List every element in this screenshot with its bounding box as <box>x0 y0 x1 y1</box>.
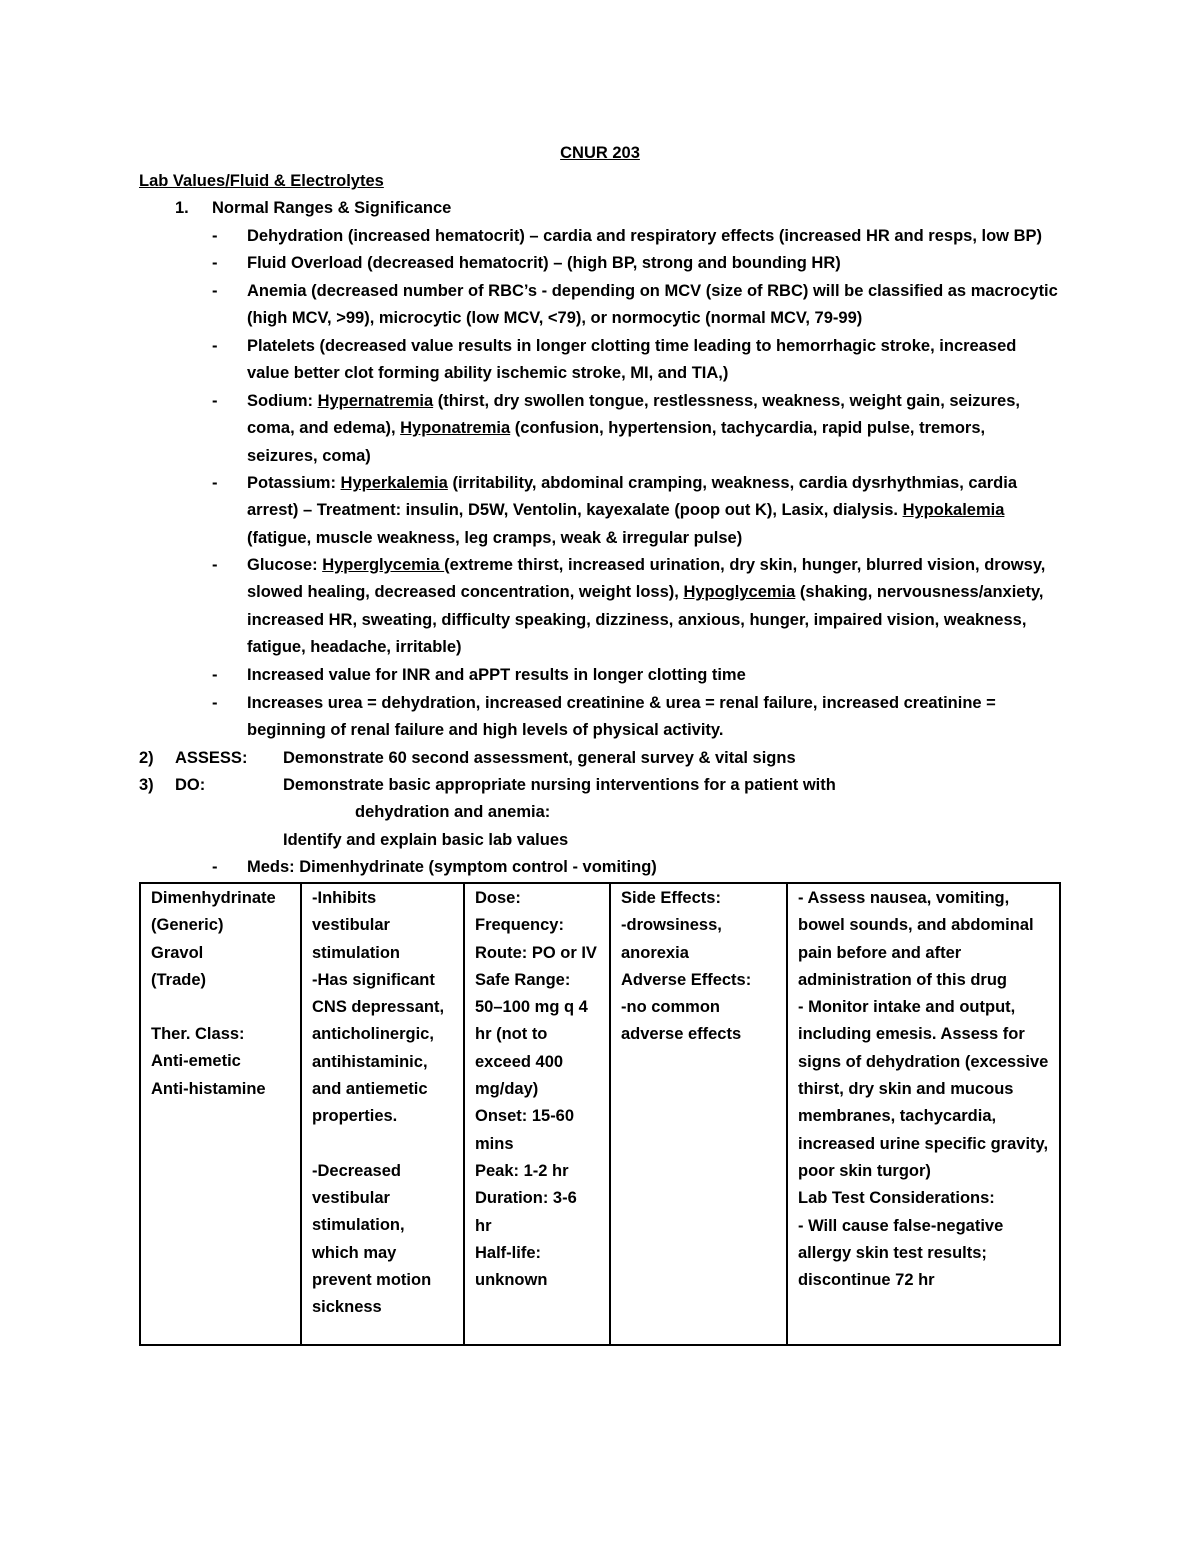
table-cell-line <box>151 994 290 1021</box>
table-cell-line: - Monitor intake and output, <box>798 998 1016 1017</box>
table-cell-line: adverse effects <box>621 1025 742 1044</box>
point3-number: 3) <box>139 776 154 794</box>
table-cell-line: Adverse Effects: <box>621 970 752 989</box>
list-item-potassium <box>247 470 1037 552</box>
table-cell-line: stimulation <box>312 943 401 962</box>
point3-text-continued: dehydration and anemia: <box>355 803 551 821</box>
hyperglycemia-term: Hyperglycemia <box>322 556 445 574</box>
drug-table <box>139 882 1061 1346</box>
table-cell-line: vestibular <box>312 916 390 935</box>
table-cell-line: Safe Range: <box>475 970 571 989</box>
table-cell-line: Side Effects: <box>621 889 721 907</box>
table-cell-line: Dose: <box>475 889 521 907</box>
list-item-platelets: Platelets (decreased value results in longer clotting time leading to hemorrhagic stroke, increased value better clot forming ability ischemic stroke, MI, and TIA,) <box>247 337 1017 383</box>
table-cell-line: anorexia <box>621 943 689 962</box>
meds-line: Meds: Dimenhydrinate (symptom control - vomiting) <box>247 858 657 876</box>
table-cell-line: Half-life: <box>475 1243 541 1262</box>
hyperkalemia-text: (irritability, abdominal cramping, weakness, cardia dysrhythmias, cardia arrest) – Treatment: insulin, D5W, Ventolin, kayexalate (poop out K), Lasix, dialysis. <box>247 474 1018 520</box>
point2-text: Demonstrate 60 second assessment, general survey & vital signs <box>283 749 796 767</box>
table-cell-line: prevent motion <box>312 1270 432 1289</box>
list-item-sodium <box>247 388 1037 470</box>
table-cell-line: vestibular <box>312 1188 390 1207</box>
table-cell-line: Route: PO or IV <box>475 943 597 962</box>
bullet-dash: - <box>212 282 218 300</box>
table-cell-line: -Has significant <box>312 970 435 989</box>
table-cell-line: hr (not to <box>475 1025 548 1044</box>
point2-number: 2) <box>139 749 154 767</box>
table-cell-line: unknown <box>475 1271 548 1290</box>
table-cell-line: signs of dehydration (excessive <box>798 1052 1049 1071</box>
bullet-dash: - <box>212 337 218 355</box>
point2-label: ASSESS: <box>175 749 248 767</box>
table-cell-line: administration of this drug <box>798 970 1007 989</box>
nursing-cell <box>787 883 1060 1345</box>
table-cell-line: - Will cause false-negative <box>798 1216 1004 1235</box>
hyperglycemia-text: (extreme thirst, increased urination, dry skin, hunger, blurred vision, drowsy, slowed healing, decreased concentration, weight loss), <box>247 556 1046 602</box>
point3-text2: Identify and explain basic lab values <box>283 831 569 849</box>
bullet-dash: - <box>212 858 218 876</box>
table-cell-line: Anti-histamine <box>151 1079 266 1098</box>
table-row <box>140 883 1060 1345</box>
point1-title: Normal Ranges & Significance <box>212 199 452 217</box>
section-title: Lab Values/Fluid & Electrolytes <box>139 172 384 190</box>
hypokalemia-text: (fatigue, muscle weakness, leg cramps, weak & irregular pulse) <box>247 528 743 547</box>
bullet-dash: - <box>212 227 218 245</box>
table-cell-line: Frequency: <box>475 916 564 935</box>
dosing-cell <box>464 883 610 1345</box>
table-cell-line: membranes, tachycardia, <box>798 1107 997 1126</box>
table-cell-line: -Inhibits <box>312 889 377 907</box>
table-cell-line: pain before and after <box>798 943 962 962</box>
list-item-dehydration: Dehydration (increased hematocrit) – cardia and respiratory effects (increased HR and resps, low BP) <box>247 227 1042 245</box>
hyperkalemia-term: Hyperkalemia <box>340 474 448 492</box>
drug-name-cell <box>140 883 301 1345</box>
table-cell-line: Peak: 1-2 hr <box>475 1161 569 1180</box>
bullet-dash: - <box>212 694 218 712</box>
table-cell-line: sickness <box>312 1298 382 1317</box>
bullet-dash: - <box>212 392 218 410</box>
table-cell-line: Duration: 3-6 <box>475 1189 577 1208</box>
list-item-fluid-overload: Fluid Overload (decreased hematocrit) – (high BP, strong and bounding HR) <box>247 254 841 272</box>
table-cell-line: which may <box>312 1243 397 1262</box>
hypernatremia-term: Hypernatremia <box>317 392 434 410</box>
point1-number: 1. <box>175 199 189 217</box>
sodium-label: Sodium: <box>247 392 318 410</box>
table-cell-line: -no common <box>621 998 720 1017</box>
table-cell-line <box>312 1131 453 1158</box>
table-cell-line: including emesis. Assess for <box>798 1025 1025 1044</box>
list-item-urea: Increases urea = dehydration, increased creatinine & urea = renal failure, increased creatinine = beginning of renal failure and high levels of physical activity. <box>247 694 996 740</box>
table-cell-line: and antiemetic <box>312 1080 428 1099</box>
table-cell-line: allergy skin test results; <box>798 1243 987 1262</box>
table-cell-line: Anti-emetic <box>151 1052 241 1071</box>
table-cell-line: poor skin turgor) <box>798 1161 931 1180</box>
table-cell-line: CNS depressant, <box>312 998 445 1017</box>
table-cell-line: bowel sounds, and abdominal <box>798 916 1034 935</box>
effects-cell <box>610 883 787 1345</box>
hyponatremia-text: (confusion, hypertension, tachycardia, rapid pulse, tremors, seizures, coma) <box>247 419 986 465</box>
table-cell-line: stimulation, <box>312 1216 405 1235</box>
hypernatremia-text: (thirst, dry swollen tongue, restlessness, weakness, weight gain, seizures, coma, and edema), <box>247 392 1020 438</box>
table-cell-line: (Generic) <box>151 916 224 935</box>
bullet-dash: - <box>212 556 218 574</box>
table-cell-line: -drowsiness, <box>621 916 722 935</box>
table-cell-line: hr <box>475 1216 492 1235</box>
glucose-label: Glucose: <box>247 556 323 574</box>
table-cell-line: Dimenhydrinate <box>151 889 276 907</box>
table-cell-line: Onset: 15-60 <box>475 1107 575 1126</box>
potassium-label: Potassium: <box>247 474 341 492</box>
table-cell-line: thirst, dry skin and mucous <box>798 1080 1014 1099</box>
table-cell-line: (Trade) <box>151 970 207 989</box>
table-cell-line: Gravol <box>151 943 204 962</box>
table-cell-line: discontinue 72 hr <box>798 1271 935 1290</box>
table-cell-line: -Decreased <box>312 1161 401 1180</box>
bullet-dash: - <box>212 666 218 684</box>
list-item-inr: Increased value for INR and aPPT results in longer clotting time <box>247 666 746 684</box>
hypoglycemia-term: Hypoglycemia <box>683 583 796 602</box>
table-cell-line: - Assess nausea, vomiting, <box>798 889 1010 907</box>
bullet-dash: - <box>212 474 218 492</box>
list-item-glucose <box>247 552 1062 661</box>
table-cell-line: increased urine specific gravity, <box>798 1134 1049 1153</box>
hyponatremia-term: Hyponatremia <box>400 419 511 438</box>
table-cell-line: Ther. Class: <box>151 1025 245 1044</box>
bullet-dash: - <box>212 254 218 272</box>
list-item-anemia: Anemia (decreased number of RBC’s - depending on MCV (size of RBC) will be classified as macrocytic (high MCV, >99), microcytic (low MCV, <79), or normocytic (normal MCV, 79-99) <box>247 282 1058 328</box>
point3-text: Demonstrate basic appropriate nursing interventions for a patient with <box>283 776 836 794</box>
table-cell-line: anticholinergic, <box>312 1025 434 1044</box>
table-cell-line: properties. <box>312 1107 398 1126</box>
table-cell-line: exceed 400 <box>475 1052 564 1071</box>
document-title: CNUR 203 <box>560 144 640 162</box>
hypoglycemia-text: (shaking, nervousness/anxiety, increased HR, sweating, difficulty speaking, dizziness, anxious, hunger, impaired vision, weakness, fatigue, headache, irritable) <box>247 583 1044 656</box>
table-cell-line: 50–100 mg q 4 <box>475 998 588 1017</box>
table-cell-line: mg/day) <box>475 1080 539 1099</box>
hypokalemia-term: Hypokalemia <box>902 501 1005 520</box>
table-cell-line: antihistaminic, <box>312 1052 428 1071</box>
table-cell-line: Lab Test Considerations: <box>798 1189 995 1208</box>
point3-label: DO: <box>175 776 206 794</box>
table-cell-line: mins <box>475 1134 514 1153</box>
mechanism-cell <box>301 883 464 1345</box>
